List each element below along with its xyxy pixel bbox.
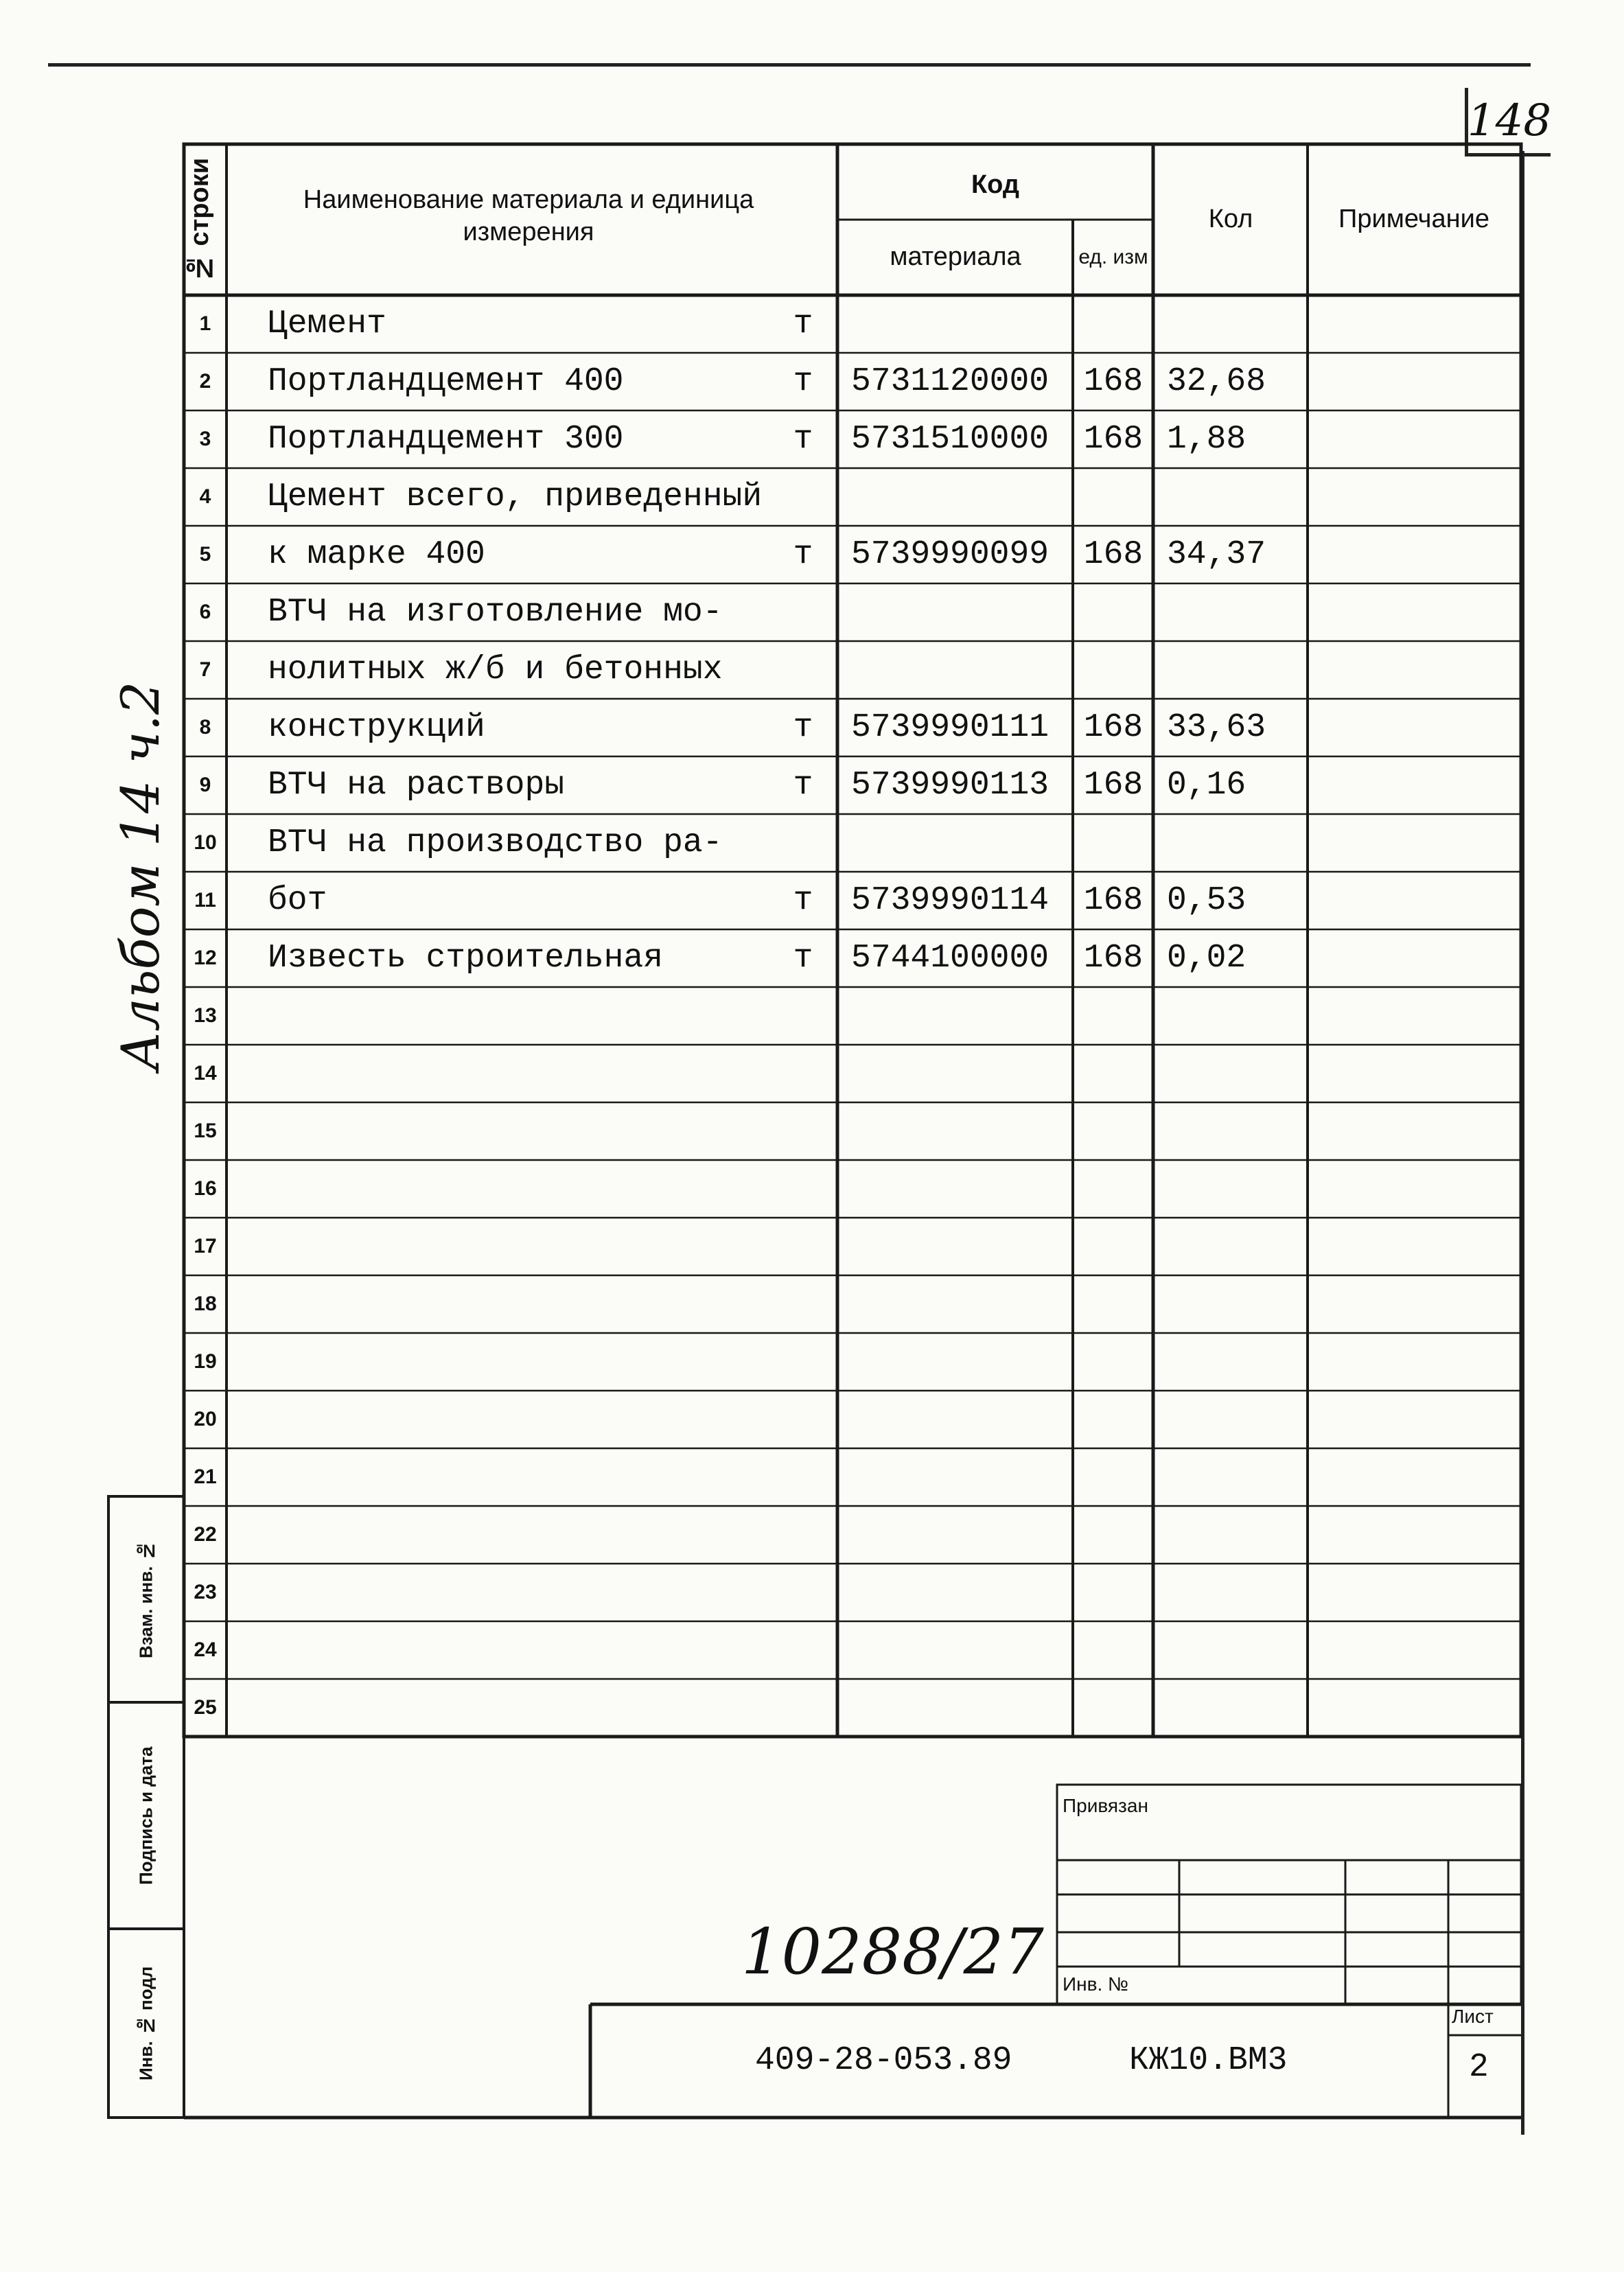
material-unit: т (793, 363, 813, 400)
material-code (851, 1275, 1071, 1333)
material-code: 5739990113 (851, 767, 1049, 804)
row-number: 3 (199, 428, 211, 450)
row-number: 1 (199, 312, 211, 335)
material-name: нолитных ж/б и бетонных (268, 651, 723, 688)
material-code (851, 295, 1071, 353)
material-name (268, 1333, 762, 1391)
material-unit (776, 1448, 831, 1506)
row-number: 17 (194, 1235, 217, 1257)
material-unit (776, 1564, 831, 1621)
material-name: Известь строительная (268, 940, 664, 977)
material-code (851, 1679, 1071, 1737)
row-number: 2 (199, 370, 211, 393)
material-unit (776, 987, 831, 1045)
material-code: 5744100000 (851, 940, 1049, 977)
header-qty: Кол (1208, 205, 1253, 234)
row-number: 13 (194, 1004, 217, 1027)
material-unit: т (793, 767, 813, 804)
material-code (851, 1391, 1071, 1448)
side-annotation: Альбом 14 ч.2 (110, 681, 171, 1071)
unit-code (1074, 1333, 1152, 1391)
quantity: 0,02 (1167, 940, 1246, 977)
unit-code (1074, 1102, 1152, 1160)
material-name (268, 1679, 762, 1737)
unit-code (1074, 1448, 1152, 1506)
row-number: 21 (194, 1465, 217, 1488)
unit-code: 168 (1083, 363, 1144, 400)
material-unit: т (793, 882, 813, 919)
material-name (268, 1391, 762, 1448)
quantity (1167, 987, 1304, 1045)
material-code: 5739990114 (851, 882, 1049, 919)
material-unit (776, 641, 831, 699)
header-code-unit: ед. изм (1078, 246, 1148, 269)
material-code: 5731510000 (851, 421, 1049, 458)
row-number: 10 (194, 831, 217, 854)
material-code (851, 1160, 1071, 1218)
material-name (268, 1621, 762, 1679)
material-unit: т (793, 421, 813, 458)
quantity: 33,63 (1167, 709, 1266, 746)
material-unit (776, 1218, 831, 1275)
header-code: Код (971, 170, 1020, 200)
material-unit (776, 1160, 831, 1218)
material-unit (776, 1506, 831, 1564)
row-number: 22 (194, 1523, 217, 1546)
material-name: конструкций (268, 709, 485, 746)
material-unit (776, 1102, 831, 1160)
quantity (1167, 1275, 1304, 1333)
header-note: Примечание (1338, 205, 1489, 234)
material-name: Портландцемент 400 (268, 363, 624, 400)
list-value: 2 (1469, 2049, 1489, 2086)
material-name (268, 987, 762, 1045)
material-name (268, 1160, 762, 1218)
row-number: 7 (199, 658, 211, 681)
material-name: ВТЧ на изготовление мо- (268, 594, 723, 631)
quantity (1167, 1391, 1304, 1448)
material-name (268, 1045, 762, 1102)
quantity (1167, 1506, 1304, 1564)
quantity (1167, 1102, 1304, 1160)
quantity: 32,68 (1167, 363, 1266, 400)
material-code (851, 1621, 1071, 1679)
row-number: 24 (194, 1638, 217, 1661)
unit-code (1074, 1391, 1152, 1448)
unit-code (1074, 1564, 1152, 1621)
row-number: 8 (199, 716, 211, 739)
unit-code (1074, 468, 1152, 526)
unit-code (1074, 583, 1152, 641)
unit-code (1074, 1275, 1152, 1333)
quantity (1167, 468, 1304, 526)
material-name (268, 1448, 762, 1506)
quantity (1167, 1448, 1304, 1506)
material-code (851, 814, 1071, 872)
quantity: 0,53 (1167, 882, 1246, 919)
material-code (851, 1448, 1071, 1506)
row-number: 15 (194, 1120, 217, 1142)
quantity (1167, 583, 1304, 641)
material-name (268, 1102, 762, 1160)
row-number: 12 (194, 947, 217, 969)
material-unit (776, 1333, 831, 1391)
material-code (851, 641, 1071, 699)
row-number: 16 (194, 1177, 217, 1200)
quantity: 0,16 (1167, 767, 1246, 804)
unit-code (1074, 295, 1152, 353)
unit-code (1074, 1045, 1152, 1102)
material-code (851, 1102, 1071, 1160)
row-number: 25 (194, 1696, 217, 1719)
material-unit (776, 1391, 831, 1448)
unit-code: 168 (1083, 536, 1144, 573)
stamp-podpis-label: Подпись и дата (135, 1746, 156, 1885)
unit-code (1074, 1679, 1152, 1737)
unit-code (1074, 1218, 1152, 1275)
row-number: 18 (194, 1293, 217, 1315)
material-name: Портландцемент 300 (268, 421, 624, 458)
material-code (851, 1218, 1071, 1275)
unit-code (1074, 1621, 1152, 1679)
material-unit: т (793, 305, 813, 343)
quantity (1167, 1160, 1304, 1218)
row-number: 11 (194, 889, 216, 912)
row-number: 4 (199, 485, 211, 508)
row-number: 9 (199, 774, 211, 796)
material-code (851, 1564, 1071, 1621)
material-name (268, 1218, 762, 1275)
material-name: Цемент всего, приведенный (268, 478, 763, 515)
header-name: Наименование материала и единица измерения (303, 185, 754, 246)
material-code (851, 1506, 1071, 1564)
material-code: 5739990099 (851, 536, 1049, 573)
unit-code: 168 (1083, 940, 1144, 977)
material-code (851, 1045, 1071, 1102)
quantity (1167, 1564, 1304, 1621)
unit-code: 168 (1083, 421, 1144, 458)
material-code (851, 583, 1071, 641)
quantity (1167, 1218, 1304, 1275)
stamp-vzam-label: Взам. инв. № (135, 1540, 156, 1658)
material-name: бот (268, 882, 327, 919)
material-code (851, 987, 1071, 1045)
row-number: 5 (199, 543, 211, 566)
list-label: Лист (1452, 2006, 1494, 2027)
doc-mark: КЖ10.ВМ3 (1129, 2042, 1288, 2079)
unit-code: 168 (1083, 709, 1144, 746)
material-code: 5739990111 (851, 709, 1049, 746)
quantity (1167, 295, 1304, 353)
material-unit (776, 1045, 831, 1102)
material-name (268, 1275, 762, 1333)
doc-code: 409-28-053.89 (755, 2042, 1012, 2079)
material-name: Цемент (268, 305, 386, 343)
unit-code (1074, 987, 1152, 1045)
unit-code (1074, 814, 1152, 872)
quantity (1167, 641, 1304, 699)
material-name (268, 1564, 762, 1621)
material-code: 5731120000 (851, 363, 1049, 400)
material-code (851, 1333, 1071, 1391)
header-code-material: материала (890, 242, 1021, 272)
material-name: ВТЧ на растворы (268, 767, 565, 804)
material-name: к марке 400 (268, 536, 485, 573)
row-number: 19 (194, 1350, 217, 1373)
unit-code (1074, 1160, 1152, 1218)
privyazan-label: Привязан (1063, 1795, 1148, 1816)
quantity: 1,88 (1167, 421, 1246, 458)
unit-code: 168 (1083, 882, 1144, 919)
material-unit: т (793, 536, 813, 573)
material-unit: т (793, 709, 813, 746)
row-number: 23 (194, 1581, 217, 1603)
unit-code (1074, 641, 1152, 699)
sheet-number: 148 (1465, 88, 1551, 157)
header-row-no: № строки (185, 157, 214, 282)
material-unit (776, 1679, 831, 1737)
quantity: 34,37 (1167, 536, 1266, 573)
quantity (1167, 814, 1304, 872)
row-number: 6 (199, 601, 211, 623)
unit-code: 168 (1083, 767, 1144, 804)
material-unit (776, 1621, 831, 1679)
unit-code (1074, 1506, 1152, 1564)
material-unit: т (793, 940, 813, 977)
row-number: 20 (194, 1408, 217, 1430)
quantity (1167, 1333, 1304, 1391)
stamp-inv-podl-label: Инв. № подл (135, 1966, 156, 2080)
material-code (851, 468, 1071, 526)
quantity (1167, 1679, 1304, 1737)
material-name: ВТЧ на производство ра- (268, 824, 723, 861)
material-unit (776, 1275, 831, 1333)
material-unit (776, 814, 831, 872)
inv-no-label: Инв. № (1063, 1973, 1129, 1995)
row-number: 14 (194, 1062, 217, 1085)
material-unit (776, 583, 831, 641)
quantity (1167, 1045, 1304, 1102)
material-name (268, 1506, 762, 1564)
quantity (1167, 1621, 1304, 1679)
material-unit (776, 468, 831, 526)
handwritten-number: 10288/27 (741, 1915, 1044, 1989)
